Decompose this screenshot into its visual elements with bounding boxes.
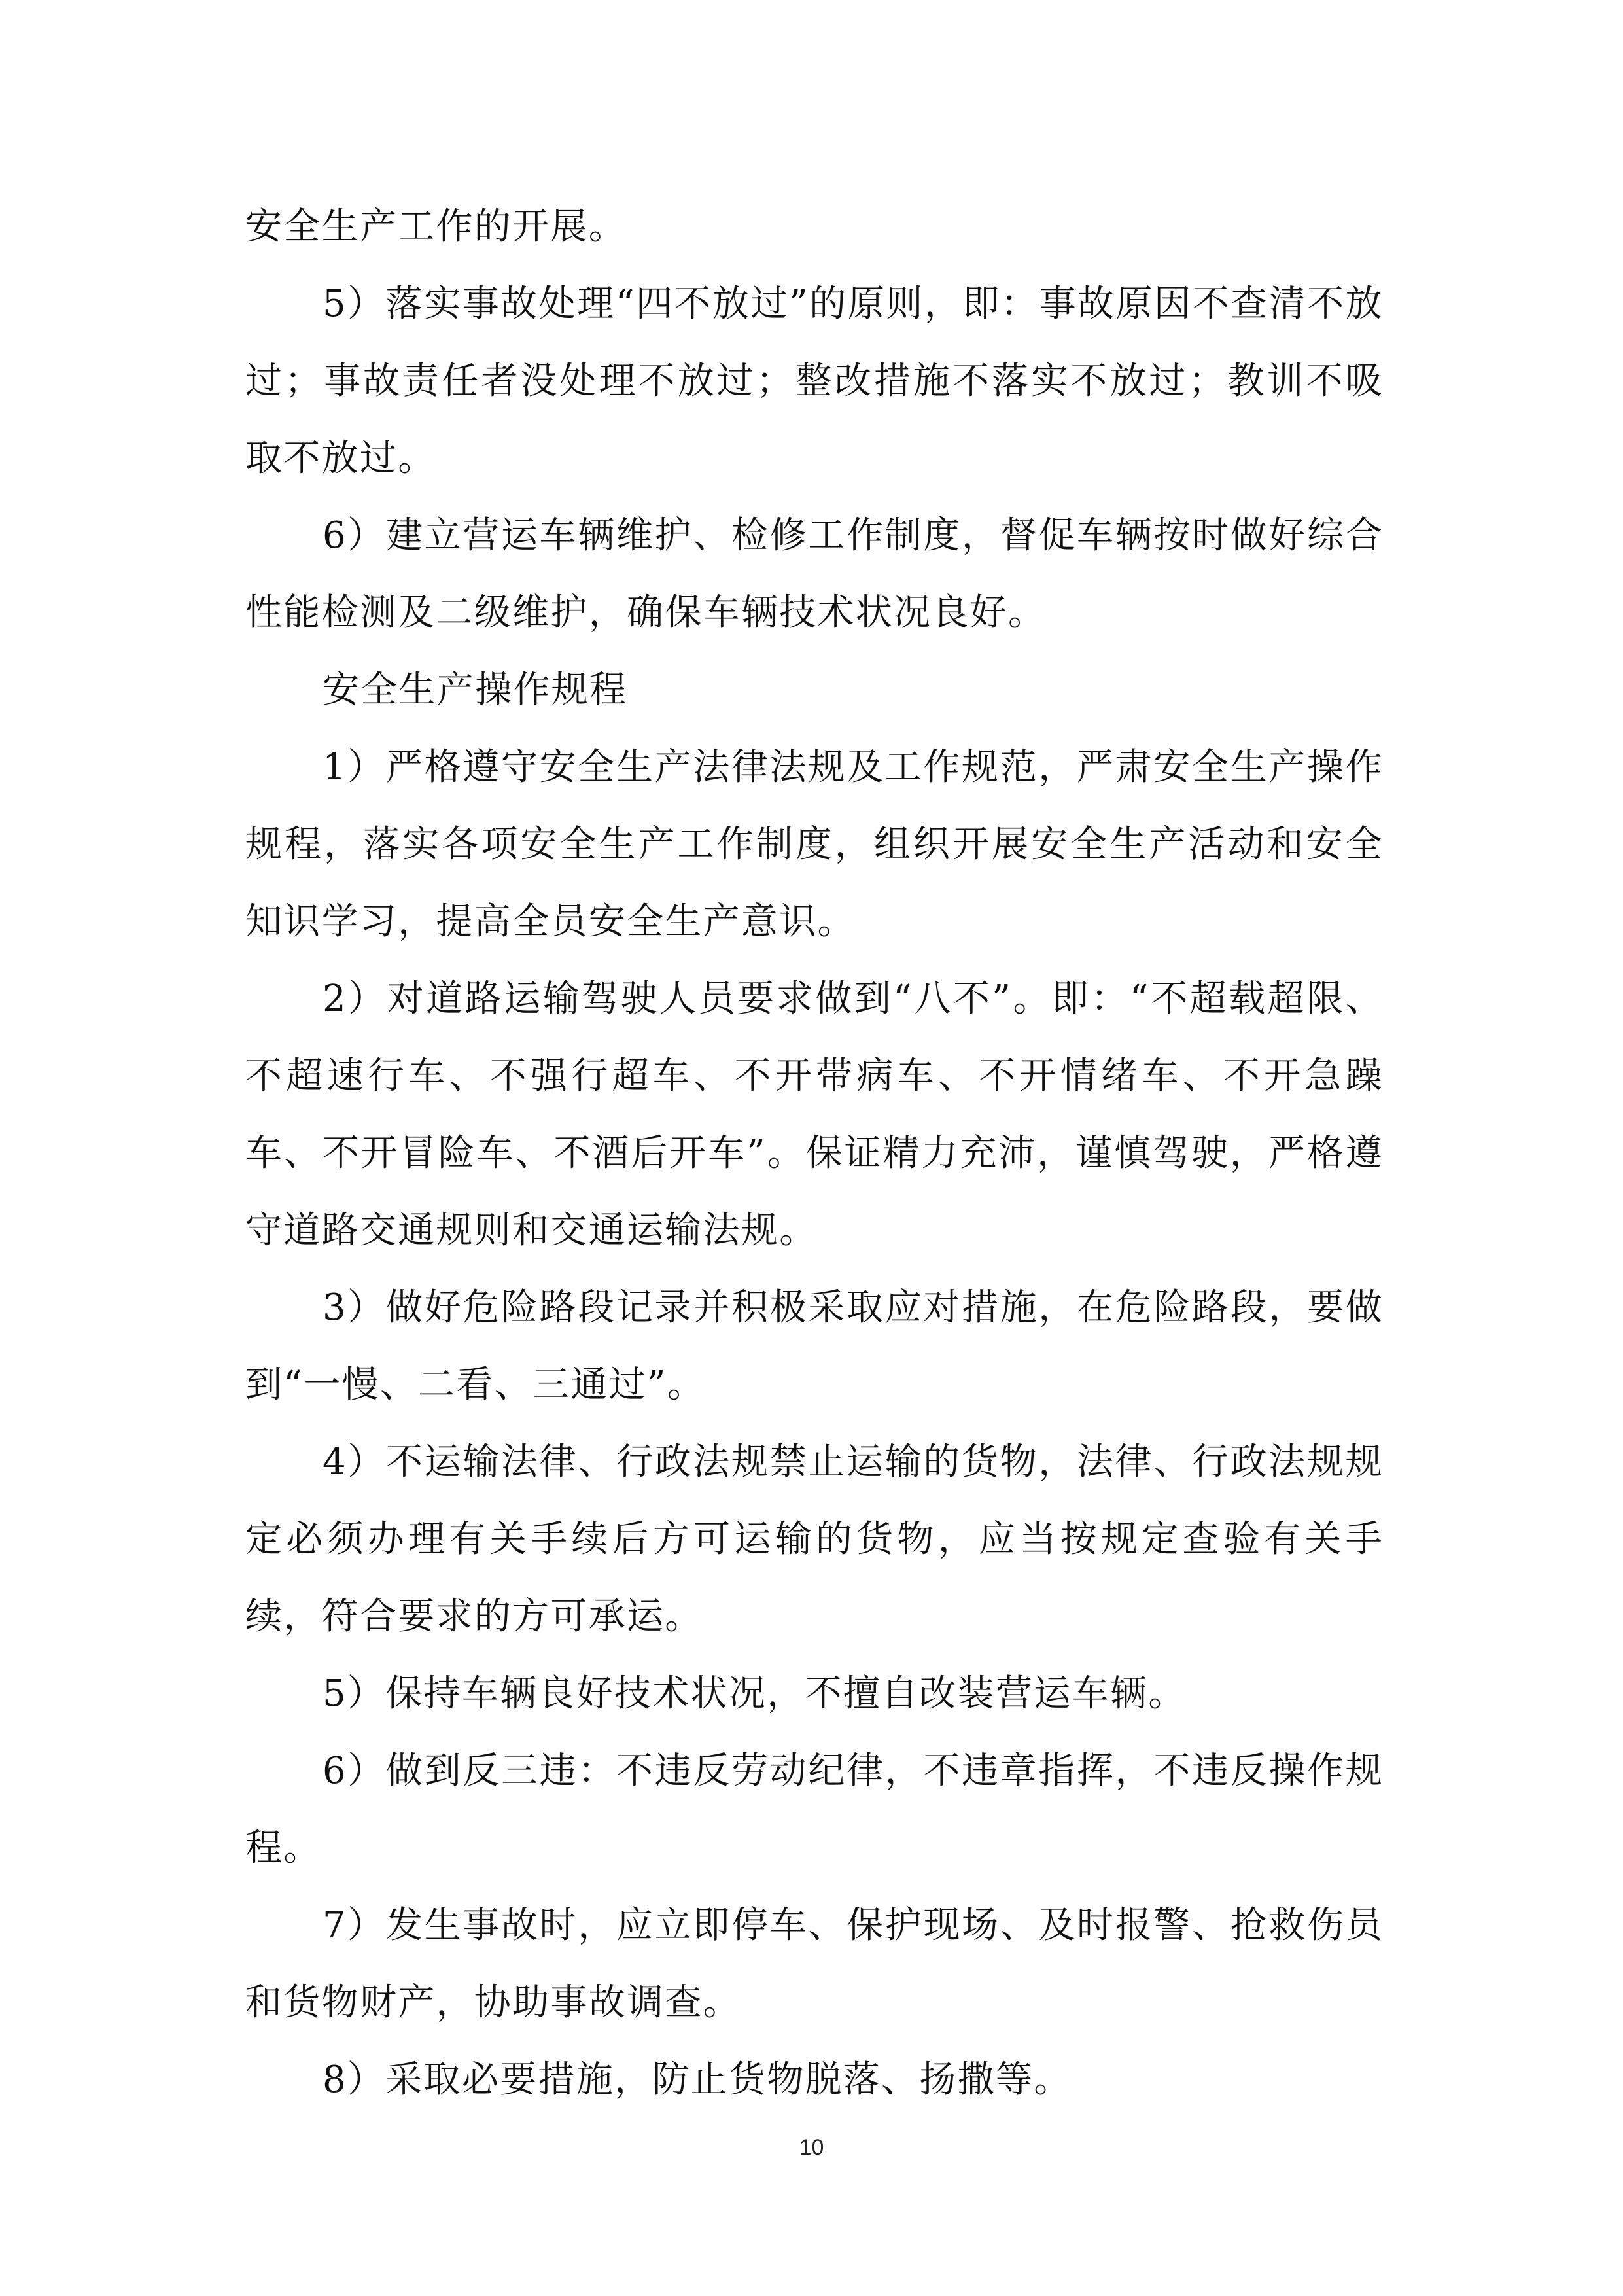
paragraph-item-6-maintenance: 6）建立营运车辆维护、检修工作制度，督促车辆按时做好综合性能检测及二级维护，确保车辆技术状况良好。: [245, 514, 1384, 634]
paragraph-item-4-prohibited-goods: 4）不运输法律、行政法规禁止运输的货物，法律、行政法规规定必须办理有关手续后方可运输的货物，应当按规定查验有关手续，符合要求的方可承运。: [245, 1441, 1384, 1638]
paragraph-item-7-accident-response: 7）发生事故时，应立即停车、保护现场、及时报警、抢救伤员和货物财产，协助事故调查。: [245, 1904, 1384, 2024]
paragraph-item-5-accident-principle: 5）落实事故处理“四不放过”的原则，即：事故原因不查清不放过；事故责任者没处理不放过；整改措施不落实不放过；教训不吸取不放过。: [245, 283, 1384, 480]
paragraph-item-6-three-violations: 6）做到反三违：不违反劳动纪律，不违章指挥，不违反操作规程。: [245, 1750, 1384, 1869]
body-text: [245, 188, 1384, 2119]
paragraph-continuation: 安全生产工作的开展。: [245, 205, 627, 248]
paragraph-item-8-cargo-safety: 8）采取必要措施，防止货物脱落、扬撒等。: [323, 2058, 1072, 2101]
section-heading: 安全生产操作规程: [323, 669, 628, 711]
page-number: 10: [799, 2135, 824, 2160]
paragraph-item-3-dangerous-roads: 3）做好危险路段记录并积极采取应对措施，在危险路段，要做到“一慢、二看、三通过”。: [245, 1286, 1384, 1406]
paragraph-item-1-compliance: 1）严格遵守安全生产法律法规及工作规范，严肃安全生产操作规程，落实各项安全生产工作制度，组织开展安全生产活动和安全知识学习，提高全员安全生产意识。: [245, 746, 1384, 943]
paragraph-item-2-driver-rules: 2）对道路运输驾驶人员要求做到“八不”。即：“不超载超限、不超速行车、不强行超车、不开带病车、不开情绪车、不开急躁车、不开冒险车、不酒后开车”。保证精力充沛，谨慎驾驶，严格遵守道路交通规则和交通运输法规。: [245, 978, 1384, 1252]
paragraph-item-5-vehicle-condition: 5）保持车辆良好技术状况，不擅自改装营运车辆。: [323, 1672, 1187, 1715]
